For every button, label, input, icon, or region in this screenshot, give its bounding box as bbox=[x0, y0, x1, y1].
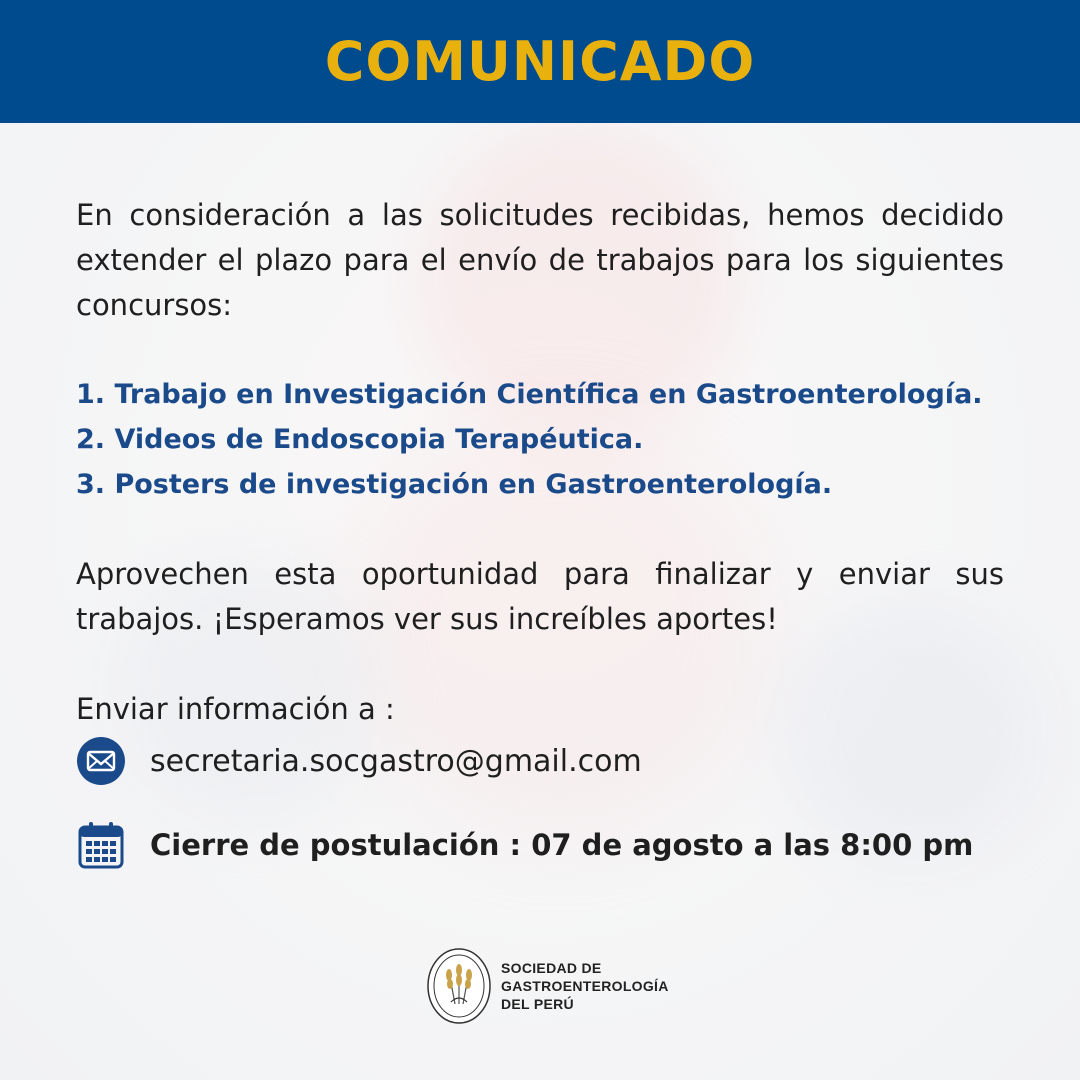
header-banner bbox=[0, 0, 1080, 123]
org-name-line: SOCIEDAD DE bbox=[501, 960, 602, 976]
email-row bbox=[76, 736, 642, 786]
organization-footer bbox=[425, 946, 669, 1026]
send-info-label: Enviar información a : bbox=[76, 692, 395, 726]
org-name-line: GASTROENTEROLOGÍA bbox=[501, 978, 669, 994]
announcement-body bbox=[76, 193, 1004, 732]
contest-item: 3. Posters de investigación en Gastroenterología. bbox=[76, 469, 833, 500]
email-link[interactable]: secretaria.socgastro@gmail.com bbox=[150, 743, 642, 779]
wheat-seal-logo bbox=[425, 946, 493, 1026]
closing-paragraph: Aprovechen esta oportunidad para finalizar y enviar sus trabajos. ¡Esperamos ver sus increíbles aportes! bbox=[76, 557, 1004, 636]
deadline-row bbox=[76, 820, 973, 870]
organization-name bbox=[501, 959, 669, 1013]
contest-item: 2. Videos de Endoscopia Terapéutica. bbox=[76, 424, 644, 455]
envelope-icon bbox=[76, 736, 126, 786]
org-name-line: DEL PERÚ bbox=[501, 996, 574, 1012]
page-title: COMUNICADO bbox=[324, 30, 756, 93]
contest-list bbox=[76, 372, 1004, 507]
calendar-icon bbox=[76, 820, 126, 870]
intro-paragraph: En consideración a las solicitudes recibidas, hemos decidido extender el plazo para el envío de trabajos para los siguientes concursos: bbox=[76, 198, 1004, 322]
deadline-text: Cierre de postulación : 07 de agosto a las 8:00 pm bbox=[150, 828, 974, 862]
contest-item: 1. Trabajo en Investigación Científica en Gastroenterología. bbox=[76, 379, 983, 410]
